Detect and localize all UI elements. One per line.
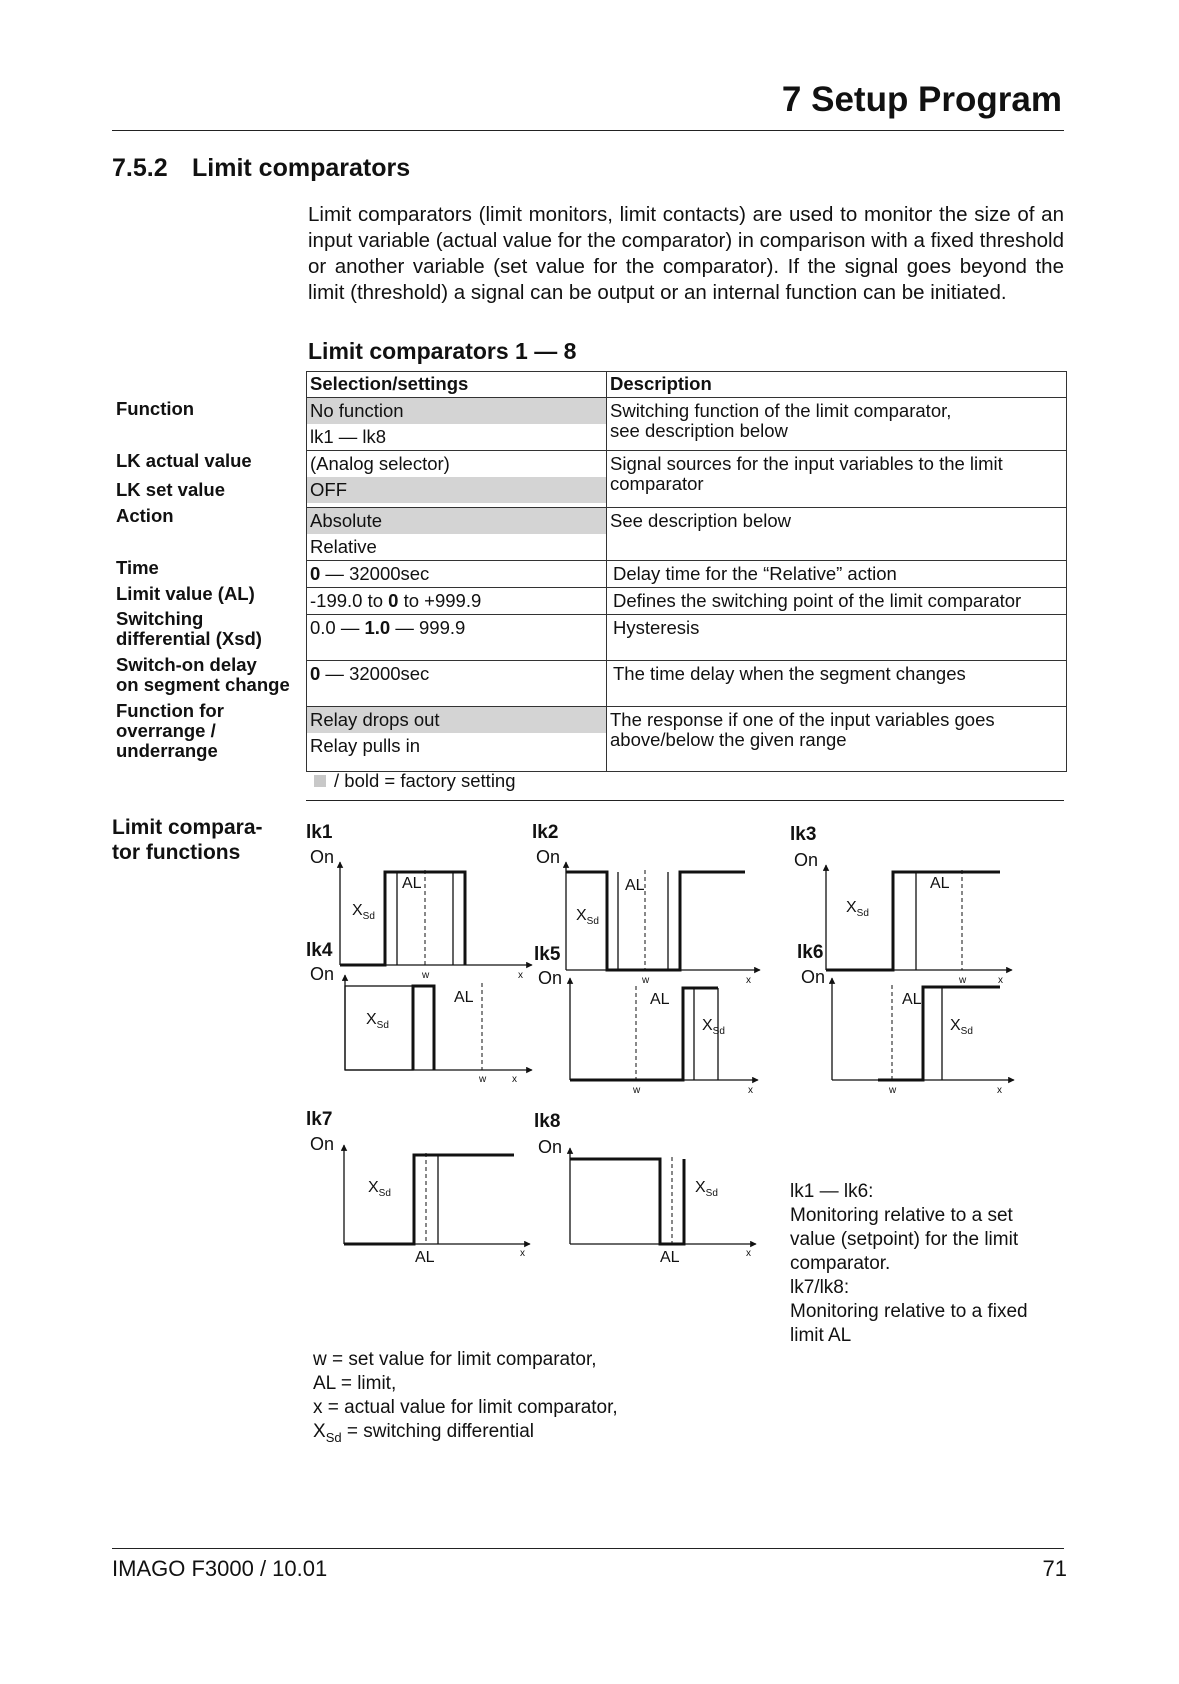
row-description: Delay time for the “Relative” action: [613, 563, 897, 584]
svg-text:XSd: $X_{Sd}$: [576, 907, 599, 927]
diagram-title: lk1: [306, 822, 333, 843]
footer-doc-title: IMAGO F3000 / 10.01: [112, 1556, 328, 1581]
label-switching-diff: Switching differential (Xsd): [116, 608, 262, 649]
label-lk-actual: LK actual value: [116, 450, 252, 471]
factory-note: / bold = factory setting: [314, 770, 516, 792]
table-row: [307, 707, 1067, 772]
on-label: On: [794, 850, 819, 870]
label-function: Function: [116, 398, 195, 419]
row-description: Switching function of the limit comparator, see description below: [610, 400, 952, 441]
option-factory: Relay drops out: [307, 707, 606, 733]
svg-text:x: x: [518, 970, 523, 981]
settings-table: [306, 371, 1067, 772]
label-action: Action: [116, 505, 174, 526]
option-factory: No function: [307, 398, 606, 424]
diagram-title: lk2: [532, 822, 559, 843]
option: lk1 — lk8: [310, 426, 387, 447]
option: 0 — 32000sec: [310, 663, 430, 684]
functions-description: lk1 — lk6: Monitoring relative to a set value (setpoint) for the limit comparator. lk7/lk8: Monitoring relative to a fixed limit AL: [790, 1181, 1028, 1346]
on-label: On: [310, 964, 335, 984]
svg-text:AL: AL: [650, 991, 670, 1008]
table-row: [307, 561, 1067, 588]
intro-paragraph: Limit comparators (limit monitors, limit contacts) are used to monitor the size of an input variable (actual value for the comparator) in comparison with a fixed threshold or another variable (set value for the comparator). If the signal goes beyond the limit (threshold) a signal can be output or an internal function can be initiated.: [308, 203, 1064, 304]
svg-text:x: x: [748, 1085, 753, 1096]
svg-text:AL: AL: [454, 989, 474, 1006]
svg-text:XSd: $X_{Sd}$: [846, 899, 869, 919]
svg-text:x: x: [520, 1248, 525, 1259]
svg-text:AL: AL: [930, 875, 950, 892]
section-number: 7.5.2: [112, 154, 168, 182]
svg-text:w: w: [633, 1085, 641, 1096]
diagram-lk1: [306, 822, 532, 981]
row-description: The time delay when the segment changes: [613, 663, 966, 684]
factory-swatch: [314, 775, 326, 787]
row-description: Signal sources for the input variables to the limit comparator: [610, 453, 1003, 494]
svg-text:x: x: [512, 1074, 517, 1085]
svg-text:x: x: [746, 975, 751, 986]
table-end-rule: [306, 800, 1064, 801]
svg-text:XSd: $X_{Sd}$: [366, 1011, 389, 1031]
on-label: On: [310, 1134, 335, 1154]
table-row: [307, 398, 1067, 451]
option-factory: OFF: [307, 477, 606, 503]
header-description: Description: [607, 372, 1067, 398]
svg-text:XSd: $X_{Sd}$: [702, 1017, 725, 1037]
svg-text:w: w: [642, 975, 650, 986]
option: 0 — 32000sec: [310, 563, 430, 584]
label-switchon-delay: Switch-on delay on segment change: [116, 654, 290, 695]
svg-text:AL: AL: [625, 877, 645, 894]
table-row: [307, 451, 1067, 508]
option: Relay pulls in: [310, 735, 421, 756]
svg-text:XSd: $X_{Sd}$: [352, 902, 375, 922]
svg-text:AL: AL: [902, 991, 922, 1008]
diagram-lk8: [534, 1111, 756, 1266]
diagram-legend: w = set value for limit comparator, AL = limit, x = actual value for limit comparator, $X_{Sd}$ = switching differential: [313, 1349, 618, 1445]
diagram-lk7: [306, 1109, 530, 1266]
row-description: Defines the switching point of the limit comparator: [613, 590, 1022, 611]
on-label: On: [801, 967, 826, 987]
diagram-title: lk4: [306, 940, 333, 961]
diagram-lk2: [532, 822, 760, 986]
option: Relative: [310, 536, 377, 557]
table-row: [307, 508, 1067, 561]
diagram-title: lk7: [306, 1109, 333, 1130]
svg-text:w: w: [889, 1085, 897, 1096]
table-header-row: [307, 372, 1067, 398]
table-row: [307, 588, 1067, 615]
option-factory: Absolute: [307, 508, 606, 534]
svg-text:w: w: [422, 970, 430, 981]
label-limit-value: Limit value (AL): [116, 583, 255, 604]
svg-text:XSd: $X_{Sd}$: [950, 1017, 973, 1037]
row-description: See description below: [610, 510, 791, 531]
svg-text:AL: AL: [415, 1249, 435, 1266]
table-row: [307, 661, 1067, 707]
svg-text:x: x: [998, 975, 1003, 986]
page-number: 71: [1042, 1556, 1067, 1581]
svg-text:x: x: [997, 1085, 1002, 1096]
svg-text:w: w: [479, 1074, 487, 1085]
diagram-lk5: [534, 944, 758, 1096]
diagram-title: lk6: [797, 942, 824, 963]
table-title: Limit comparators 1 — 8: [308, 338, 577, 364]
on-label: On: [310, 847, 335, 867]
diagram-title: lk3: [790, 824, 817, 845]
row-description: Hysteresis: [613, 617, 700, 638]
option: -199.0 to 0 to +999.9: [310, 590, 482, 611]
diagram-title: lk5: [534, 944, 561, 965]
table-row: [307, 615, 1067, 661]
header-rule: [112, 130, 1064, 131]
option: (Analog selector): [310, 453, 450, 474]
footer-rule: [112, 1548, 1064, 1549]
svg-text:AL: AL: [402, 875, 422, 892]
diagram-title: lk8: [534, 1111, 561, 1132]
label-time: Time: [116, 557, 159, 578]
svg-text:x: x: [746, 1248, 751, 1259]
functions-label: Limit compara- tor functions: [112, 816, 263, 864]
section-title: Limit comparators: [192, 154, 411, 182]
label-overrange: Function for overrange / underrange: [116, 700, 224, 761]
svg-text:AL: AL: [660, 1249, 680, 1266]
section-heading: [112, 154, 410, 183]
on-label: On: [538, 1137, 563, 1157]
svg-text:XSd: $X_{Sd}$: [695, 1179, 718, 1199]
chapter-title: 7 Setup Program: [781, 80, 1062, 119]
svg-text:XSd: $X_{Sd}$: [368, 1179, 391, 1199]
option: 0.0 — 1.0 — 999.9: [310, 617, 466, 638]
on-label: On: [538, 968, 563, 988]
row-description: The response if one of the input variables goes above/below the given range: [610, 709, 995, 750]
header-selection: Selection/settings: [307, 372, 607, 398]
svg-text:w: w: [959, 975, 967, 986]
diagram-lk6: [797, 942, 1014, 1096]
label-lk-set: LK set value: [116, 479, 225, 500]
on-label: On: [536, 847, 561, 867]
